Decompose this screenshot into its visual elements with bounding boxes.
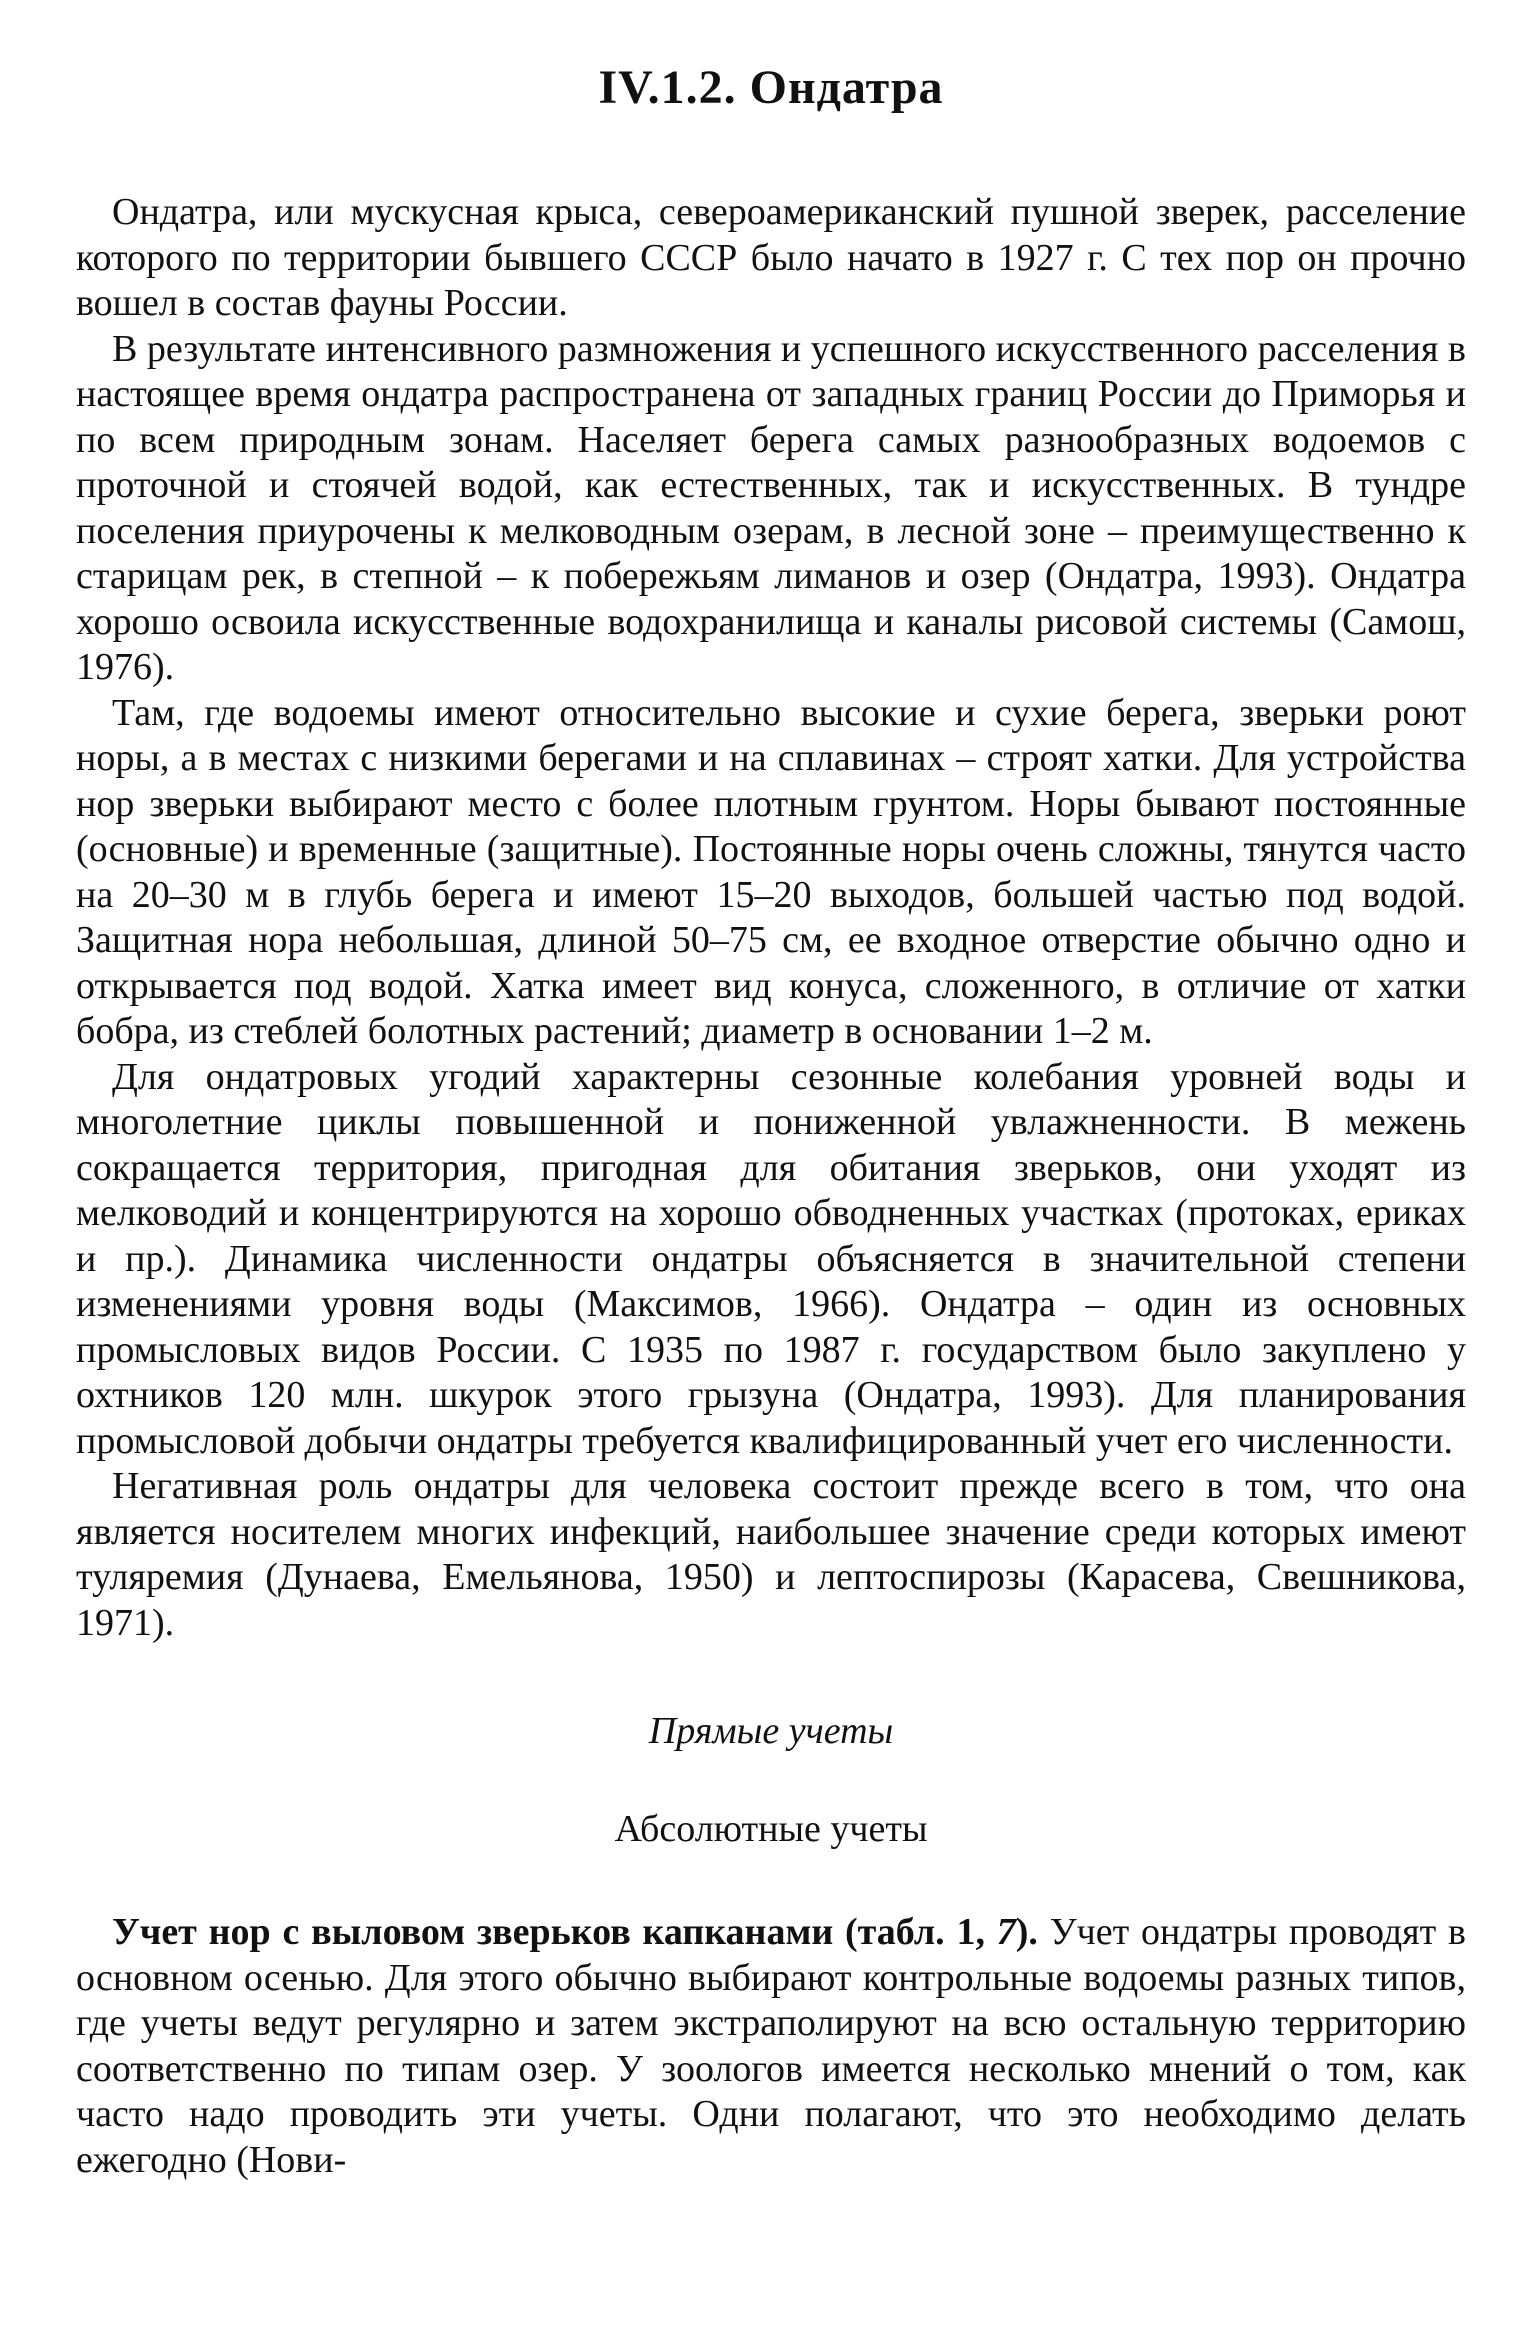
section-title: IV.1.2. Ондатра — [598, 61, 944, 114]
method-heading: Учет нор с выловом зверьков капканами (табл. — [112, 1911, 957, 1953]
paragraph-burrows: Там, где водоемы имеют относительно высокие и сухие берега, зверьки роют норы, а в местах с низкими берегами и на сплавинах – строят хатки. Для устройства нор зверьки выбирают место с более плотным грунтом. Норы бывают постоянные (основные) и временные (защитные). Постоянные норы очень сложны, тянутся часто на 20–30 м в глубь берега и имеют 15–20 выходов, большей частью под водой. Защитная нора небольшая, длиной 50–75 см, ее входное отверстие обычно одно и открывается под водой. Хатка имеет вид конуса, сложенного, в отличие от хатки бобра, из стеблей болотных растений; диаметр в основании 1–2 м. — [76, 691, 1466, 1052]
paragraph-habitat-dynamics: Для ондатровых угодий характерны сезонные колебания уровней воды и многолетние циклы повышенной и пониженной увлажненности. В межень сокращается территория, пригодная для обитания зверьков, они уходят из мелководий и концентрируются на хорошо обводненных участках (протоках, ериках и пр.). Динамика численности ондатры объясняется в значительной степени изменениями уровня воды (Максимов, 1966). Ондатра – один из основных промысловых видов России. С 1935 по 1987 г. государством было закуплено у охтников 120 млн. шкурок этого грызуна (Ондатра, 1993). Для планирования промысловой добычи ондатры требуется квалифицированный учет его численности. — [76, 1055, 1466, 1462]
paragraph-distribution: В результате интенсивного размножения и успешного искусственного расселения в настоящее время ондатра распространена от западных границ России до Приморья и по всем природным зонам. Населяет берега самых разнообразных водоемов с проточной и стоячей водой, как естественных, так и искусственных. В тундре поселения приурочены к мелководным озерам, в лесной зоне – преимущественно к старицам рек, в степной – к побережьям лиманов и озер (Ондатра, 1993). Ондатра хорошо освоила искусственные водохранилища и каналы рисовой системы (Самош, 1976). — [76, 327, 1466, 688]
subheading-direct-counts: Прямые учеты — [648, 1710, 894, 1752]
paragraph-intro: Ондатра, или мускусная крыса, североамериканский пушной зверек, расселение которого по территории бывшего СССР было начато в 1927 г. С тех пор он прочно вошел в состав фауны России. — [76, 191, 1466, 324]
document-page — [76, 56, 1466, 2183]
method-heading-close: ). — [1015, 1911, 1038, 1953]
table-ref-separator: , — [975, 1911, 997, 1953]
paragraph-negative-role: Негативная роль ондатры для человека состоит прежде всего в том, что она является носителем многих инфекций, наибольшее значение среди которых имеют туляремия (Дунаева, Емельянова, 1950) и лептоспирозы (Карасева, Свешникова, 1971). — [76, 1465, 1466, 1644]
method-body-text: Учет ондатры проводят в основном осенью. Для этого обычно выбирают контрольные водоемы разных типов, где учеты ведут регулярно и затем экстраполируют на всю остальную территорию соответственно по типам озер. У зоологов имеется несколько мнений о том, как часто надо проводить эти учеты. Одни полагают, что это необходимо делать ежегодно (Нови- — [76, 1911, 1467, 2181]
paragraph-burrow-count-method — [76, 1910, 1466, 2183]
table-ref-1: 1 — [956, 1911, 976, 1953]
subheading-absolute-counts: Абсолютные учеты — [614, 1808, 928, 1850]
table-ref-7: 7 — [996, 1911, 1016, 1953]
